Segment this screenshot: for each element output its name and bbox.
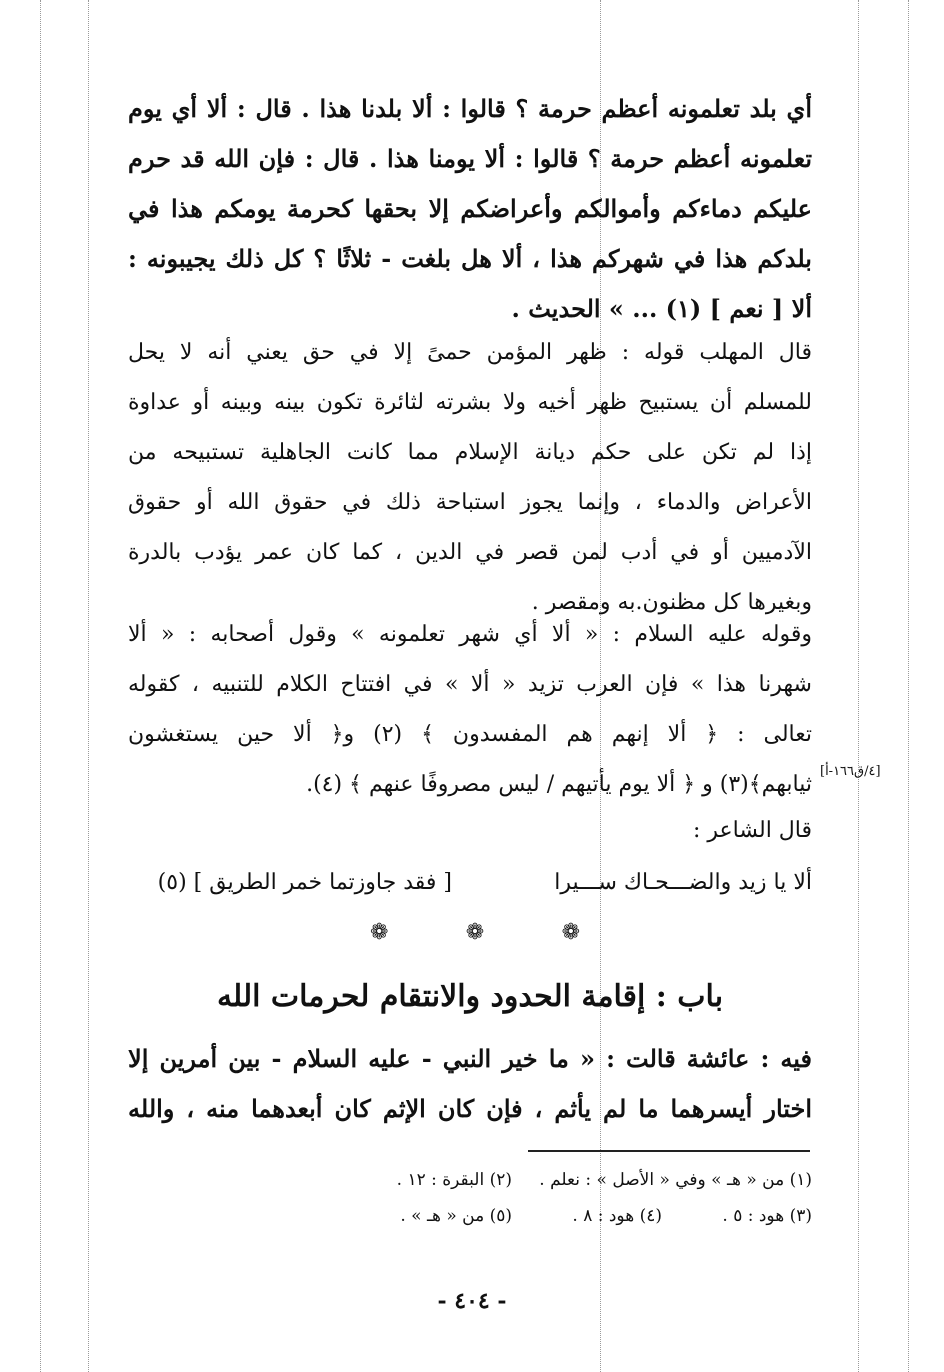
footnote: (٤) هود : ٨ .	[572, 1206, 662, 1226]
text-line: وبغيرها كل مظنون.به ومقصر .	[531, 590, 812, 615]
margin-guide-line	[88, 0, 89, 1372]
flower-ornament-icon: ❁	[370, 920, 389, 945]
chapter-heading: باب : إقامة الحدود والانتقام لحرمات الله	[216, 979, 724, 1014]
page-number: - ٤٠٤ -	[437, 1288, 507, 1314]
poem-verse	[128, 858, 812, 908]
margin-guide-line	[858, 0, 859, 1372]
text-line: الآدميين أو في أدب لمن قصر في الدين ، كما كان عمر يؤدب بالدرة	[128, 540, 812, 565]
margin-guide-line	[40, 0, 41, 1372]
commentary-paragraph	[128, 610, 812, 810]
text-line: فيه : عائشة قالت : « ما خير النبي - عليه السلام - بين أمرين إلا	[128, 1044, 812, 1073]
hadith-paragraph	[128, 1034, 812, 1134]
flower-ornament-icon: ❁	[465, 920, 485, 945]
text-line: تعالى : ﴿ ألا إنهم هم المفسدون ﴾ (٢) و﴿ ألا حين يستغشون	[128, 722, 812, 747]
hadith-paragraph	[128, 84, 812, 334]
poem-hemistich: [ فقد جاوزتما خمر الطريق ] (٥)	[157, 870, 452, 895]
manuscript-folio-note: [٤/ق١٦٦-أ]	[820, 764, 881, 779]
text-line: ثيابهم﴾(٣) و ﴿ ألا يوم يأتيهم / ليس مصروفًا عنهم ﴾ (٤).	[306, 772, 812, 797]
footnote-divider	[528, 1150, 810, 1152]
margin-guide-line	[908, 0, 909, 1372]
footnote: (٣) هود : ٥ .	[722, 1206, 812, 1226]
footnotes	[200, 1162, 812, 1234]
text-line: للمسلم أن يستبيح ظهر أخيه ولا بشرته لثائرة تكون بينه وبينه أو عداوة	[128, 390, 812, 415]
section-separator	[370, 920, 580, 945]
footnote: (١) من « هـ » وفي « الأصل » : نعلم .	[539, 1170, 812, 1190]
text-line: بلدكم هذا في شهركم هذا ، ألا هل بلغت - ثلاثًا ؟ كل ذلك يجيبونه :	[128, 244, 812, 273]
footnote-row	[200, 1198, 812, 1234]
text-line: إذا لم تكن على حكم ديانة الإسلام مما كانت الجاهلية تستبيحه من	[128, 440, 812, 465]
text-line: الأعراض والدماء ، وإنما يجوز استباحة ذلك في حقوق الله أو حقوق	[128, 490, 812, 515]
text-line: أي بلد تعلمونه أعظم حرمة ؟ قالوا : ألا بلدنا هذا . قال : ألا أي يوم	[128, 94, 812, 123]
text-line: قال الشاعر :	[692, 818, 812, 843]
footnote-row	[200, 1162, 812, 1198]
footnote: (٥) من « هـ » .	[400, 1206, 512, 1226]
text-line: تعلمونه أعظم حرمة ؟ قالوا : ألا يومنا هذا . قال : فإن الله قد حرم	[128, 144, 812, 173]
commentary-paragraph	[128, 328, 812, 628]
poem-hemistich: ألا يا زيد والضـــحـاك ســـيرا	[554, 870, 812, 895]
text-line: عليكم دماءكم وأموالكم وأعراضكم إلا بحقها كحرمة يومكم هذا في	[128, 194, 812, 223]
flower-ornament-icon: ❁	[561, 920, 580, 945]
footnote: (٢) البقرة : ١٢ .	[396, 1170, 512, 1190]
poet-intro	[128, 806, 812, 856]
text-line: شهرنا هذا » فإن العرب تزيد « ألا » في افتتاح الكلام للتنبيه ، كقوله	[128, 672, 812, 697]
text-line: ألا [ نعم ] (١) ... » الحديث .	[511, 294, 812, 323]
text-line: وقوله عليه السلام : « ألا أي شهر تعلمونه » وقول أصحابه : « ألا	[128, 622, 812, 647]
text-line: قال المهلب قوله : ظهر المؤمن حمىً إلا في حق يعني أنه لا يحل	[128, 340, 812, 365]
text-line: اختار أيسرهما ما لم يأثم ، فإن كان الإثم كان أبعدهما منه ، والله	[128, 1094, 812, 1123]
